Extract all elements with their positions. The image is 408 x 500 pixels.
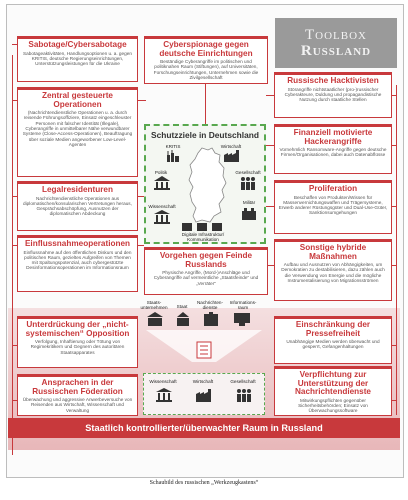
russia-wirtschaft-icon xyxy=(196,388,212,402)
box-pressefreiheit-title: Einschränkung der Pressefreiheit xyxy=(295,320,371,338)
box-proliferation-title: Proliferation xyxy=(308,184,358,193)
box-unterdrueckung-title: Unterdrückung der „nicht-systemischen“ Opposition xyxy=(25,320,130,338)
box-unterdrueckung xyxy=(17,316,138,368)
box-einfluss xyxy=(17,235,138,292)
box-zentral xyxy=(17,87,138,177)
digital-icon xyxy=(180,222,224,232)
connector-line xyxy=(205,80,206,124)
box-pressefreiheit xyxy=(274,316,392,364)
box-legal xyxy=(17,181,138,231)
militaer-icon xyxy=(242,206,256,220)
russia-staat-label: Staat xyxy=(176,304,188,309)
box-ansprachen-text: Überwachung und aggressive Anwerbeversuche von Reisenden aus Wirtschaft, Wissenschaft und Verwaltung xyxy=(22,397,133,413)
gesellschaft-label: Gesellschaft xyxy=(235,170,261,175)
box-hacktivisten-text: Störangriffe nichtstaatlicher (pro-)russischer Cyberakteure, Duldung und propagandistische Nutzung durch staatliche Stellen xyxy=(284,86,382,103)
box-legal-title: Legalresidenturen xyxy=(42,185,113,194)
box-pressefreiheit-text: Unabhängige Medien werden überwacht und gesperrt, Gefangenhaltungen xyxy=(286,339,380,350)
russia-nachrichtendienste-label: Nachrichten-dienste xyxy=(196,300,224,310)
box-sabotage-title: Sabotage/Cybersabotage xyxy=(28,40,127,49)
box-finanziell-title: Finanziell motivierte Hackerangriffe xyxy=(293,128,373,146)
russia-gesellschaft-icon xyxy=(236,388,252,402)
right-spine xyxy=(396,85,397,415)
russia-informationsraum-label: Informations-raum xyxy=(229,300,257,310)
connector-line xyxy=(266,145,274,146)
connector-line xyxy=(392,265,397,266)
box-cyberspionage xyxy=(144,36,268,84)
russia-gesellschaft-label: Gesellschaft xyxy=(230,379,256,384)
connector-line xyxy=(138,245,144,246)
informationsraum-icon xyxy=(234,312,250,326)
badge-line2: Russland xyxy=(300,42,372,59)
gesellschaft-icon xyxy=(240,176,256,190)
box-einfluss-text: Einflussnahme auf den öffentlichen Diskurs und den politischen Raum, gezieltes Aufgreifen von Themen mit Spaltungspotenzial, auch cybergestützte Desinformationsoperationen im Informationsraum xyxy=(23,249,132,271)
wissenschaft-icon xyxy=(154,210,170,224)
box-legal-text: Nachrichtendienstliche Operationen aus diplomatischen/konsularischen Vertretungen heraus, Gesprächsabschöpfung, Ausnutzen der diplomatischen Abdeckung xyxy=(23,195,132,217)
box-unterdrueckung-text: Verfolgung, Inhaftierung oder Tötung von Regimekritikern und Gegnern des autoritären Staatsapparates xyxy=(30,339,125,355)
box-sabotage xyxy=(17,36,138,82)
box-finanziell xyxy=(274,124,392,174)
box-einfluss-title: Einflussnahmeoperationen xyxy=(24,239,131,248)
box-proliferation-text: Beschaffen von Produkten/Wissen für Massenvernichtungswaffen und Trägersysteme, Erwerb anderer Rüstungsgüter und Dual-Use-Güter, Sanktionsumgehungen xyxy=(278,194,388,216)
politik-label: Politik xyxy=(154,170,168,175)
box-ansprachen xyxy=(17,374,138,416)
left-spine xyxy=(12,55,13,455)
connector-line xyxy=(266,206,274,207)
nachrichtendienste-icon xyxy=(203,312,219,326)
box-hacktivisten-title: Russische Hacktivisten xyxy=(287,76,379,85)
wirtschaft-icon xyxy=(224,150,240,162)
militaer-label: Militär xyxy=(242,200,256,205)
box-vorgehen-title: Vorgehen gegen Feinde Russlands xyxy=(159,251,253,269)
figure-caption: Schaubild des russischen „Werkzeugkastens“ xyxy=(149,480,259,486)
politik-icon xyxy=(154,176,170,190)
box-proliferation xyxy=(274,180,392,234)
box-zentral-title: Zentral gesteuerte Operationen xyxy=(42,91,113,109)
russia-wissenschaft-label: Wissenschaft xyxy=(149,379,177,384)
schutzziele-panel xyxy=(144,124,266,244)
digital-label: Digitale Infrastruktur/ Kommunikation xyxy=(181,232,225,242)
box-sonstige xyxy=(274,239,392,301)
connector-line xyxy=(266,95,274,96)
box-verpflichtung-text: Mitwirkungspflichten gegenüber Sicherheitsbehörden; Einsatz von Überwachungssoftware xyxy=(298,397,368,414)
box-ansprachen-title: Ansprachen in der Russischen Föderation xyxy=(32,378,123,396)
box-cyberspionage-text: Beständige Cyberangriffe im politischen und politiknahen Raum (Stiftungen), auf Universitäten, Forschungseinrichtungen, Unternehmen sowie die Zivilgesellschaft xyxy=(153,59,259,81)
funnel-arrow xyxy=(146,330,262,370)
connector-line xyxy=(392,400,397,401)
box-verpflichtung xyxy=(274,366,392,416)
box-vorgehen xyxy=(144,247,268,295)
russia-wirtschaft-label: Wirtschaft xyxy=(192,379,214,384)
russia-wissenschaft-icon xyxy=(156,388,172,402)
connector-line xyxy=(392,345,397,346)
box-sonstige-text: Aufbau und Ausnutzen von Abhängigkeiten, um Demokratien zu destabilisieren, dazu zählen auch die Verwendung von Energie und die mögliche Instrumentalisierung von Migrationsströmen xyxy=(281,262,385,284)
box-zentral-text: (Nachrichtendienstliche Operationen u. a. durch reisende Führungsoffiziere, Einsatz eingeschleuster Personen mit falscher Identität (Illegale), Cyberangriffe in unmittelbarer Nähe verwundbarer Systeme (Close-Access-Operationen), Beauftragung über soziale Medien angeworbener Low-Level-Agenten xyxy=(22,110,133,147)
schutzziele-title: Schutzziele in Deutschland xyxy=(151,130,259,140)
wissenschaft-label: Wissenschaft xyxy=(148,204,176,209)
toolbox-badge xyxy=(275,18,397,68)
box-verpflichtung-title: Verpflichtung zur Unterstützung der Nachrichtendienste xyxy=(295,370,371,397)
box-vorgehen-text: Physische Angriffe, (Mord-)Anschläge und Cyberangriffe auf vermeintliche „Staatsfeinde“ und „Verräter“ xyxy=(153,270,259,286)
connector-line xyxy=(392,206,397,207)
box-cyberspionage-title: Cyberspionage gegen deutsche Einrichtungen xyxy=(159,40,253,58)
kritis-label: KRITIS xyxy=(165,144,181,149)
box-hacktivisten xyxy=(274,72,392,118)
wirtschaft-label: Wirtschaft xyxy=(220,144,242,149)
connector-line xyxy=(392,145,397,146)
connector-line xyxy=(138,100,146,101)
staat-icon xyxy=(175,312,191,326)
badge-line1: Toolbox xyxy=(305,26,367,43)
box-sonstige-title: Sonstige hybride Maßnahmen xyxy=(299,243,367,261)
russia-footer: Staatlich kontrollierter/überwachter Raum in Russland xyxy=(8,418,400,438)
russia-inner-panel xyxy=(143,373,265,415)
russia-staatsunternehmen-label: Staats-unternehmen xyxy=(140,300,168,310)
box-sabotage-text: Sabotageaktivitäten, Handlungsoptionen u. a. gegen KRITIS, deutsche Regierungseinrichtungen, Unterstützungsleistungen für die Ukraine xyxy=(23,50,132,67)
box-finanziell-text: Vornehmlich Ransomware-Angriffe gegen deutsche Firmen/Organisationen, dabei auch Datenabflüsse xyxy=(279,147,387,158)
staatsunternehmen-icon xyxy=(147,312,163,326)
kritis-icon xyxy=(166,150,180,162)
connector-line xyxy=(392,95,397,96)
